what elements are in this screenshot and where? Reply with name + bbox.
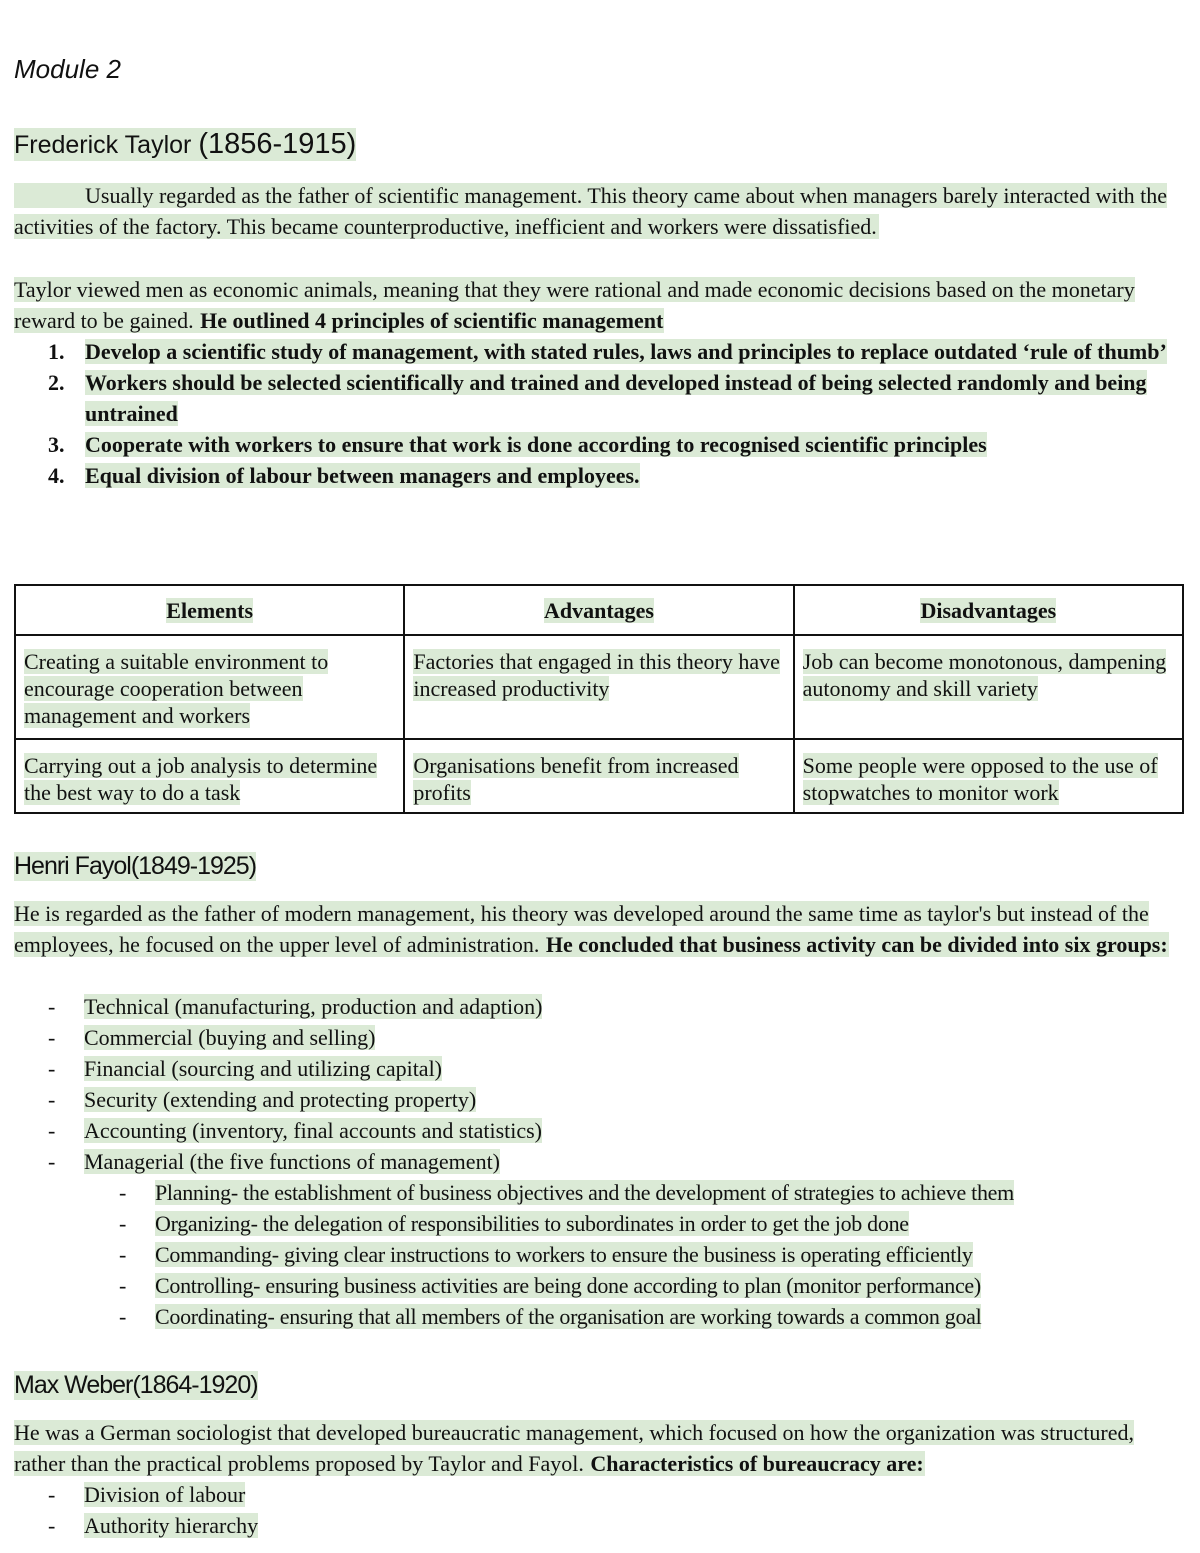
list-item: - Commercial (buying and selling) — [48, 1025, 376, 1050]
fayol-groups-list — [48, 991, 1178, 1177]
fayol-paragraph: He is regarded as the father of modern management, his theory was developed around the same time as taylor's but instead of the employees, he focused on the upper level of administration. He concluded that business activity can be divided into six groups: — [14, 901, 1168, 957]
table-row — [15, 635, 1183, 739]
taylor-intro: Usually regarded as the father of scientific management. This theory came about when managers barely interacted with the activities of the factory. This became counterproductive, inefficient and workers were dissatisfied. — [14, 183, 1168, 239]
table-header: Advantages — [404, 585, 793, 635]
list-item: - Financial (sourcing and utilizing capital) — [48, 1056, 443, 1081]
table-cell: Organisations benefit from increased profits — [404, 739, 793, 813]
taylor-paragraph: Taylor viewed men as economic animals, meaning that they were rational and made economic decisions based on the monetary reward to be gained. He outlined 4 principles of scientific management — [14, 277, 1135, 333]
table-header: Disadvantages — [794, 585, 1183, 635]
list-item: - Coordinating- ensuring that all members of the organisation are working towards a common goal — [119, 1304, 982, 1329]
list-item: - Technical (manufacturing, production and adaption) — [48, 994, 543, 1019]
fayol-functions-list — [119, 1177, 1189, 1332]
list-item: - Security (extending and protecting property) — [48, 1087, 477, 1112]
list-item: - Authority hierarchy — [48, 1513, 259, 1538]
list-item: - Managerial (the five functions of management) — [48, 1149, 501, 1174]
weber-paragraph: He was a German sociologist that developed bureaucratic management, which focused on how the organization was structured, rather than the practical problems proposed by Taylor and Fayol. Characteristics of bureaucracy are: — [14, 1420, 1135, 1476]
weber-characteristics-list — [48, 1479, 1178, 1541]
table-cell: Factories that engaged in this theory have increased productivity — [404, 635, 793, 739]
list-item: - Controlling- ensuring business activities are being done according to plan (monitor performance) — [119, 1273, 981, 1298]
list-item: 4. Equal division of labour between managers and employees. — [48, 463, 640, 488]
list-item: 2. Workers should be selected scientifically and trained and developed instead of being selected randomly and being untrained — [48, 370, 1147, 426]
taylor-elements-table — [14, 584, 1184, 814]
list-item: - Division of labour — [48, 1482, 246, 1507]
list-item: - Planning- the establishment of business objectives and the development of strategies to achieve them — [119, 1180, 1014, 1205]
weber-heading: Max Weber(1864-1920) — [14, 1371, 258, 1399]
taylor-heading — [14, 128, 356, 161]
table-cell: Job can become monotonous, dampening autonomy and skill variety — [794, 635, 1183, 739]
list-item: 3. Cooperate with workers to ensure that work is done according to recognised scientific principles — [48, 432, 987, 457]
taylor-name: Frederick Taylor — [14, 131, 199, 159]
fayol-heading: Henri Fayol(1849-1925) — [14, 852, 257, 880]
taylor-principles-list — [48, 336, 1178, 491]
table-cell: Carrying out a job analysis to determine the best way to do a task — [15, 739, 404, 813]
table-row — [15, 739, 1183, 813]
list-item: - Commanding- giving clear instructions to workers to ensure the business is operating efficiently — [119, 1242, 973, 1267]
list-item: - Accounting (inventory, final accounts and statistics) — [48, 1118, 543, 1143]
table-header: Elements — [15, 585, 404, 635]
table-header-row — [15, 585, 1183, 635]
table-cell: Creating a suitable environment to encourage cooperation between management and workers — [15, 635, 404, 739]
taylor-years: (1856-1915) — [198, 128, 357, 160]
module-title: Module 2 — [14, 54, 121, 84]
list-item: 1. Develop a scientific study of management, with stated rules, laws and principles to replace outdated ‘rule of thumb’ — [48, 339, 1167, 364]
table-cell: Some people were opposed to the use of stopwatches to monitor work — [794, 739, 1183, 813]
list-item: - Organizing- the delegation of responsibilities to subordinates in order to get the job done — [119, 1211, 909, 1236]
